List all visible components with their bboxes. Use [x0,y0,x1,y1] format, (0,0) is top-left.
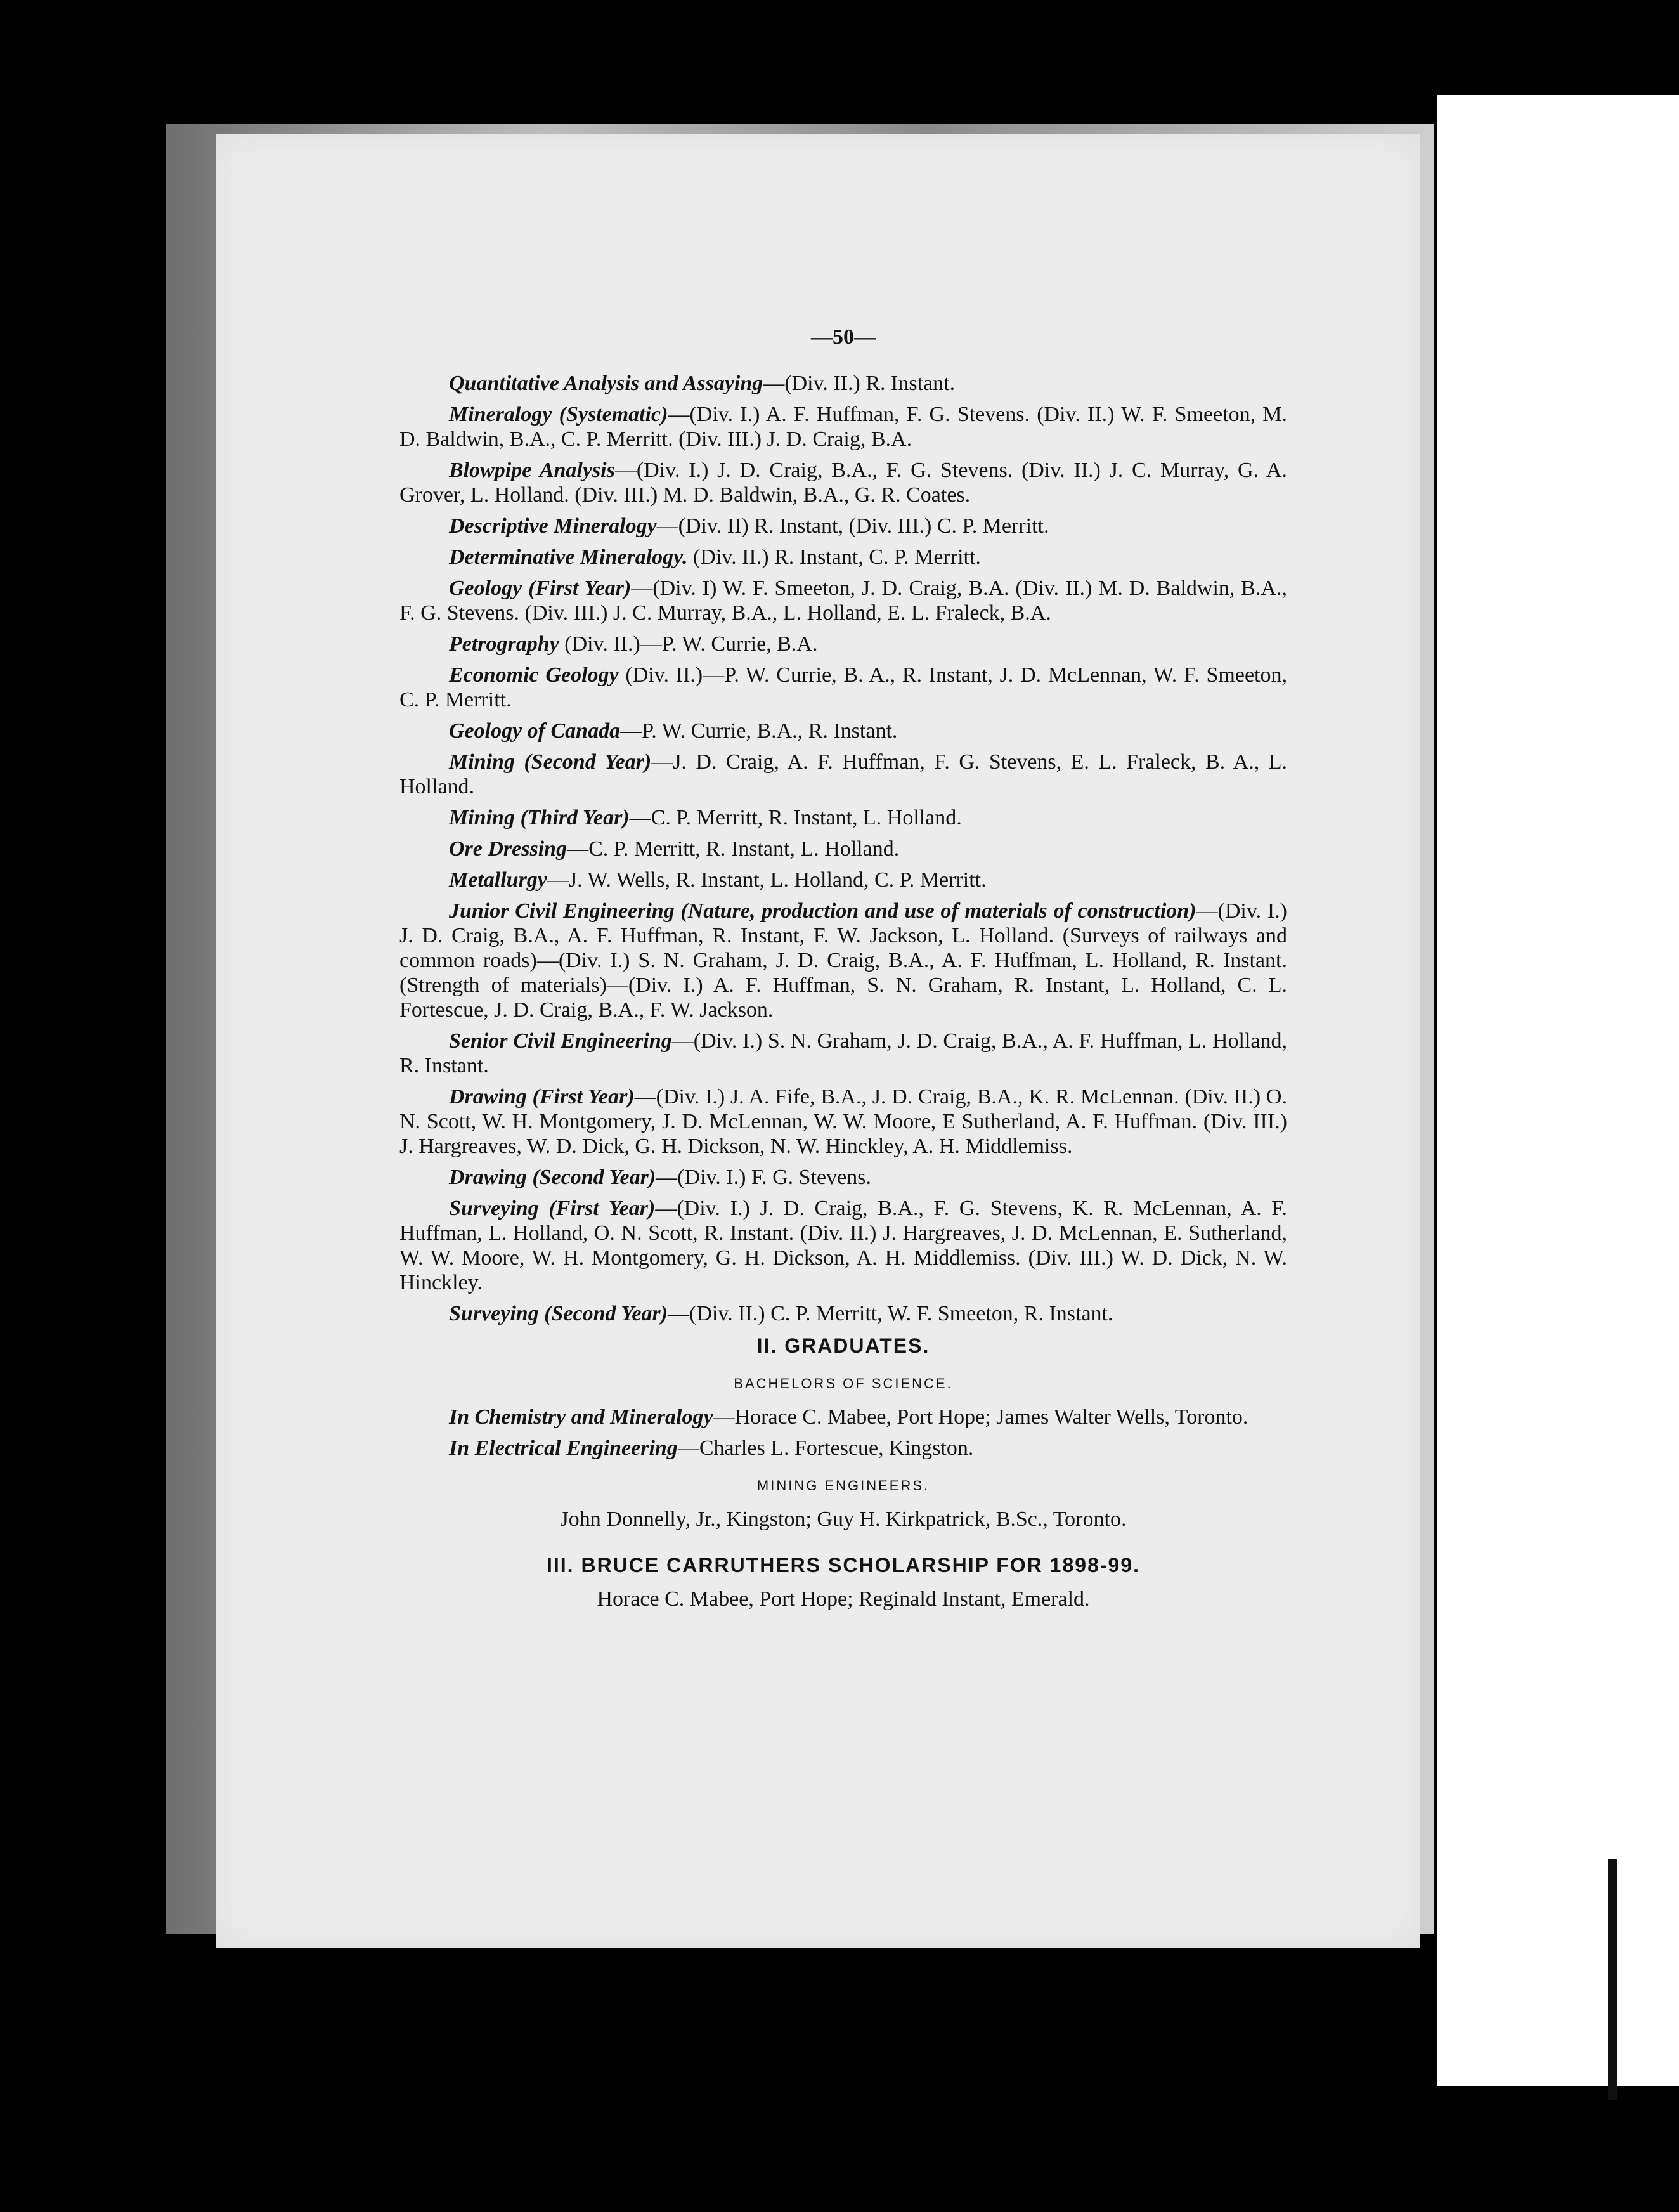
list-item: Mineralogy (Systematic)—(Div. I.) A. F. Huffman, F. G. Stevens. (Div. II.) W. F. Smeeton, M. D. Baldwin, B.A., C. P. Merritt. (Div. III.) J. D. Craig, B.A. [399,403,1287,451]
mining-engineers-heading: MINING ENGINEERS. [756,1478,930,1493]
white-slip [1437,95,1679,2086]
list-item: Drawing (First Year)—(Div. I.) J. A. Fife, B.A., J. D. Craig, B.A., K. R. McLennan. (Div. II.) O. N. Scott, W. H. Montgomery, J. D. McLennan, W. W. Moore, E Sutherland, A. F. Huffman. (Div. III.) J. Hargreaves, W. D. Dick, G. H. Dickson, N. W. Hinckley, A. H. Middlemiss. [399,1085,1287,1158]
list-item: Drawing (Second Year)—(Div. I.) F. G. Stevens. [449,1166,871,1189]
list-item: Geology (First Year)—(Div. I) W. F. Smeeton, J. D. Craig, B.A. (Div. II.) M. D. Baldwin, B.A., F. G. Stevens. (Div. III.) J. C. Murray, B.A., L. Holland, E. L. Fraleck, B.A. [399,576,1287,625]
bachelors-heading: BACHELORS OF SCIENCE. [734,1376,953,1391]
page-number: —50— [811,325,876,349]
bachelor-electrical: In Electrical Engineering—Charles L. Fortescue, Kingston. [449,1436,974,1460]
scholarship-heading: III. BRUCE CARRUTHERS SCHOLARSHIP FOR 1898-99. [547,1554,1140,1577]
list-item: Petrography (Div. II.)—P. W. Currie, B.A. [449,632,818,656]
document-page [216,134,1420,1948]
bachelor-chemistry: In Chemistry and Mineralogy—Horace C. Mabee, Port Hope; James Walter Wells, Toronto. [449,1405,1248,1429]
list-item: Surveying (First Year)—(Div. I.) J. D. Craig, B.A., F. G. Stevens, K. R. McLennan, A. F. Huffman, L. Holland, O. N. Scott, R. Instant. (Div. II.) J. Hargreaves, J. D. McLennan, E. Sutherland, W. W. Moore, W. H. Montgomery, G. H. Dickson, A. H. Middlemiss. (Div. III.) W. D. Dick, N. W. Hinckley. [399,1197,1287,1294]
list-item: Ore Dressing—C. P. Merritt, R. Instant, L. Holland. [449,837,900,861]
list-item: Mining (Third Year)—C. P. Merritt, R. Instant, L. Holland. [449,806,962,829]
list-item: Mining (Second Year)—J. D. Craig, A. F. Huffman, F. G. Stevens, E. L. Fraleck, B. A., L. Holland. [399,750,1287,798]
graduates-heading: II. GRADUATES. [756,1334,930,1357]
page-shadow-strip [1608,1859,1617,2100]
list-item: Geology of Canada—P. W. Currie, B.A., R. Instant. [449,719,898,743]
list-item: Senior Civil Engineering—(Div. I.) S. N. Graham, J. D. Craig, B.A., A. F. Huffman, L. Holland, R. Instant. [399,1029,1288,1077]
list-item: Metallurgy—J. W. Wells, R. Instant, L. Holland, C. P. Merritt. [449,868,987,892]
scholarship-names: Horace C. Mabee, Port Hope; Reginald Instant, Emerald. [597,1587,1090,1611]
page-content [399,325,1287,1633]
results-list [399,371,1287,1326]
list-item: Surveying (Second Year)—(Div. II.) C. P. Merritt, W. F. Smeeton, R. Instant. [449,1302,1113,1325]
list-item: Economic Geology (Div. II.)—P. W. Currie, B. A., R. Instant, J. D. McLennan, W. F. Smeeton, C. P. Merritt. [399,663,1288,712]
list-item: Quantitative Analysis and Assaying—(Div. II.) R. Instant. [449,372,956,395]
list-item: Blowpipe Analysis—(Div. I.) J. D. Craig, B.A., F. G. Stevens. (Div. II.) J. C. Murray, G. A. Grover, L. Holland. (Div. III.) M. D. Baldwin, B.A., G. R. Coates. [399,459,1287,507]
list-item: Determinative Mineralogy. (Div. II.) R. Instant, C. P. Merritt. [449,545,981,569]
list-item: Junior Civil Engineering (Nature, production and use of materials of construction)—(Div. I.) J. D. Craig, B.A., A. F. Huffman, R. Instant, F. W. Jackson, L. Holland. (Surveys of railways and common roads)—(Div. I.) S. N. Graham, J. D. Craig, B.A., A. F. Huffman, L. Holland, R. Instant. (Strength of materials)—(Div. I.) A. F. Huffman, S. N. Graham, R. Instant, L. Holland, C. L. Fortescue, J. D. Craig, B.A., F. W. Jackson. [399,899,1288,1022]
mining-engineers-names: John Donnelly, Jr., Kingston; Guy H. Kirkpatrick, B.Sc., Toronto. [560,1507,1127,1531]
list-item: Descriptive Mineralogy—(Div. II) R. Instant, (Div. III.) C. P. Merritt. [449,514,1049,538]
